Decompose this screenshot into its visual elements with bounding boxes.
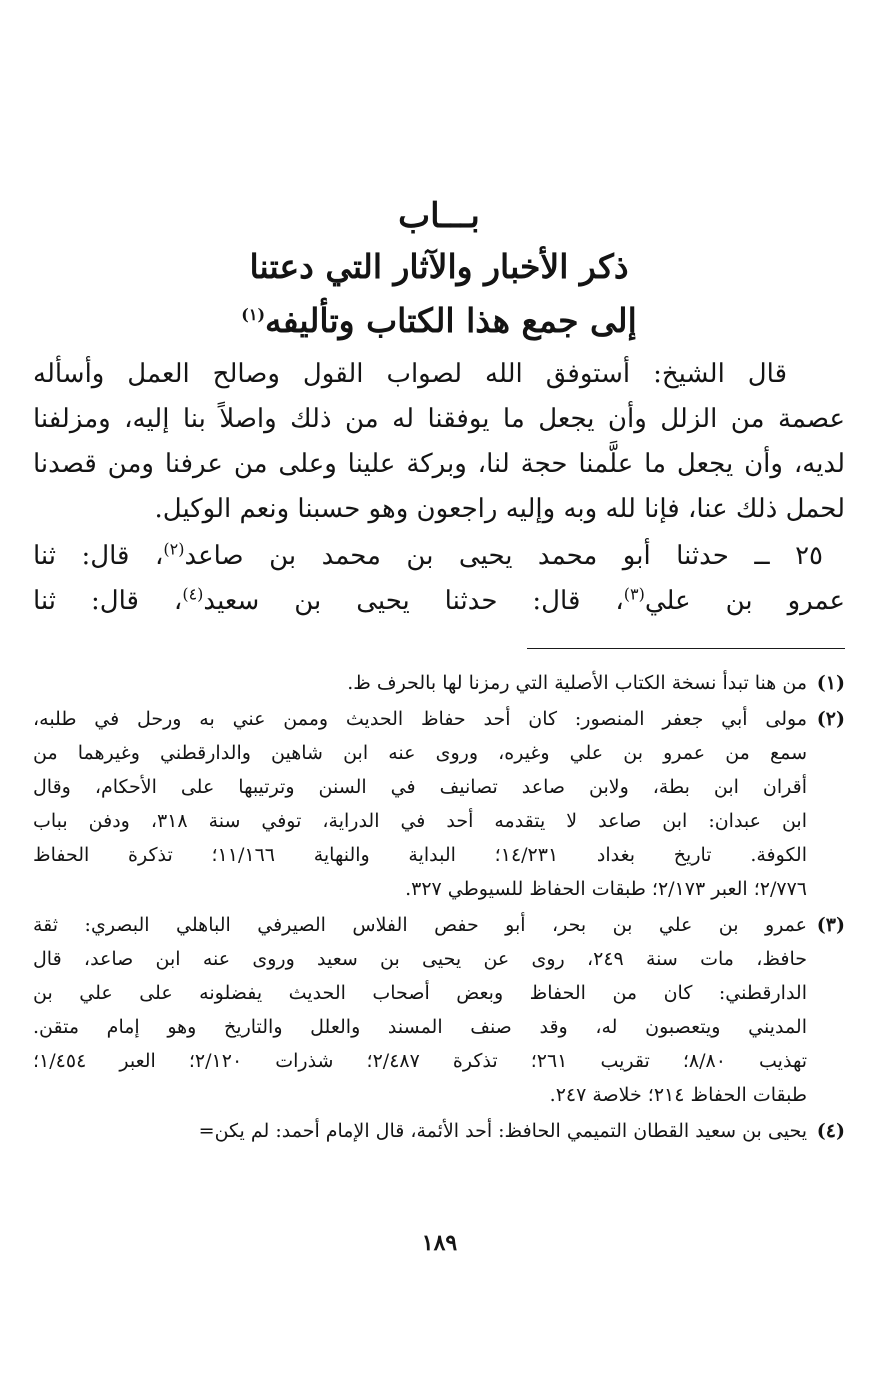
hadith-line-1-part-b: ، قال: ثنا [33, 541, 164, 571]
hadith-line-2-part-b: ، قال: حدثنا يحيى بن سعيد [203, 586, 624, 616]
hadith-line-2-part-a: عمرو بن علي [644, 586, 846, 616]
footnote-3 [33, 908, 845, 1112]
footnote-line: تهذيب ٨/٨٠؛ تقريب ٢٦١؛ تذكرة ٢/٤٨٧؛ شذرات ٢/١٢٠؛ العبر ١/٤٥٤؛ [33, 1050, 807, 1072]
chapter-title-line-2 [209, 294, 669, 348]
footnote-line: من هنا تبدأ نسخة الكتاب الأصلية التي رمزنا لها بالحرف ظ. [347, 672, 807, 694]
hadith-line-1 [33, 534, 845, 579]
footnote-number: (٣) [816, 914, 845, 936]
hadith-line-1-part-a: ٢٥ ــ حدثنا أبو محمد يحيى بن محمد بن صاعد [184, 541, 823, 571]
footnote-1 [33, 666, 845, 700]
chapter-title-line-1: ذكر الأخبار والآثار التي دعتنا [249, 247, 629, 286]
footnote-line: حافظ، مات سنة ٢٤٩، روى عن يحيى بن سعيد وروى عنه ابن صاعد، قال [33, 948, 807, 970]
footnote-line: يحيى بن سعيد القطان التميمي الحافظ: أحد الأئمة، قال الإمام أحمد: لم يكن= [198, 1120, 807, 1142]
footnote-line: أقران ابن بطة، ولابن صاعد تصانيف في السنن وترتيبها على الأحكام، وقال [33, 776, 807, 798]
page-number: ١٨٩ [421, 1230, 458, 1256]
footnote-line: ابن عبدان: ابن صاعد لا يتقدمه أحد في الدراية، توفي سنة ٣١٨، ودفن بباب [33, 810, 807, 832]
footnote-line: المديني ويتعصبون له، وقد صنف المسند والعلل والتاريخ وهو إمام متقن. [33, 1016, 807, 1038]
footnote-line: مولى أبي جعفر المنصور: كان أحد حفاظ الحديث وممن عني به ورحل في طلبه، [33, 708, 807, 730]
main-text [33, 352, 845, 624]
main-text-line: لديه، وأن يجعل ما علَّمنا حجة لنا، وبركة علينا وعلى من عرفنا ومن قصدنا [33, 449, 845, 479]
footnote-line: الدارقطني: كان من الحفاظ وبعض أصحاب الحديث يفضلونه على علي بن [33, 982, 807, 1004]
chapter-label: بـــاب [398, 196, 480, 236]
footnote-ref-2: (٢) [163, 539, 185, 559]
footnote-line: ٢/٧٧٦؛ العبر ٢/١٧٣؛ طبقات الحفاظ للسيوطي ٣٢٧. [405, 878, 807, 900]
footnote-ref-4: (٤) [182, 584, 204, 604]
footnote-4 [33, 1114, 845, 1148]
hadith-line-2-part-c: ، قال: ثنا [33, 586, 183, 616]
chapter-heading [209, 192, 669, 348]
footnote-divider [527, 648, 845, 649]
footnote-line: سمع من عمرو بن علي وغيره، وروى عنه ابن شاهين والدارقطني وغيرهما من [33, 742, 807, 764]
footnotes [33, 666, 845, 1150]
main-text-line: عصمة من الزلل وأن يجعل ما يوفقنا له من ذلك واصلاً بنا إليه، ومزلفنا [33, 404, 845, 434]
main-text-line: قال الشيخ: أستوفق الله لصواب القول وصالح العمل وأسأله [33, 359, 787, 389]
main-text-line: لحمل ذلك عنا، فإنا لله وبه وإليه راجعون وهو حسبنا ونعم الوكيل. [154, 494, 845, 524]
footnote-line: عمرو بن علي بن بحر، أبو حفص الفلاس الصيرفي الباهلي البصري: ثقة [33, 914, 807, 936]
footnote-line: الكوفة. تاريخ بغداد ١٤/٢٣١؛ البداية والنهاية ١١/١٦٦؛ تذكرة الحفاظ [33, 844, 808, 866]
footnote-number: (٤) [816, 1120, 845, 1142]
footnote-ref-1: (١) [241, 305, 266, 324]
chapter-title-line-2-text: إلى جمع هذا الكتاب وتأليفه [265, 301, 637, 340]
footnote-2 [33, 702, 845, 906]
footnote-number: (١) [816, 672, 845, 694]
hadith-line-2 [33, 579, 845, 624]
footnote-number: (٢) [816, 708, 845, 730]
footnote-line: طبقات الحفاظ ٢١٤؛ خلاصة ٢٤٧. [549, 1084, 807, 1106]
footnote-ref-3: (٣) [623, 584, 645, 604]
